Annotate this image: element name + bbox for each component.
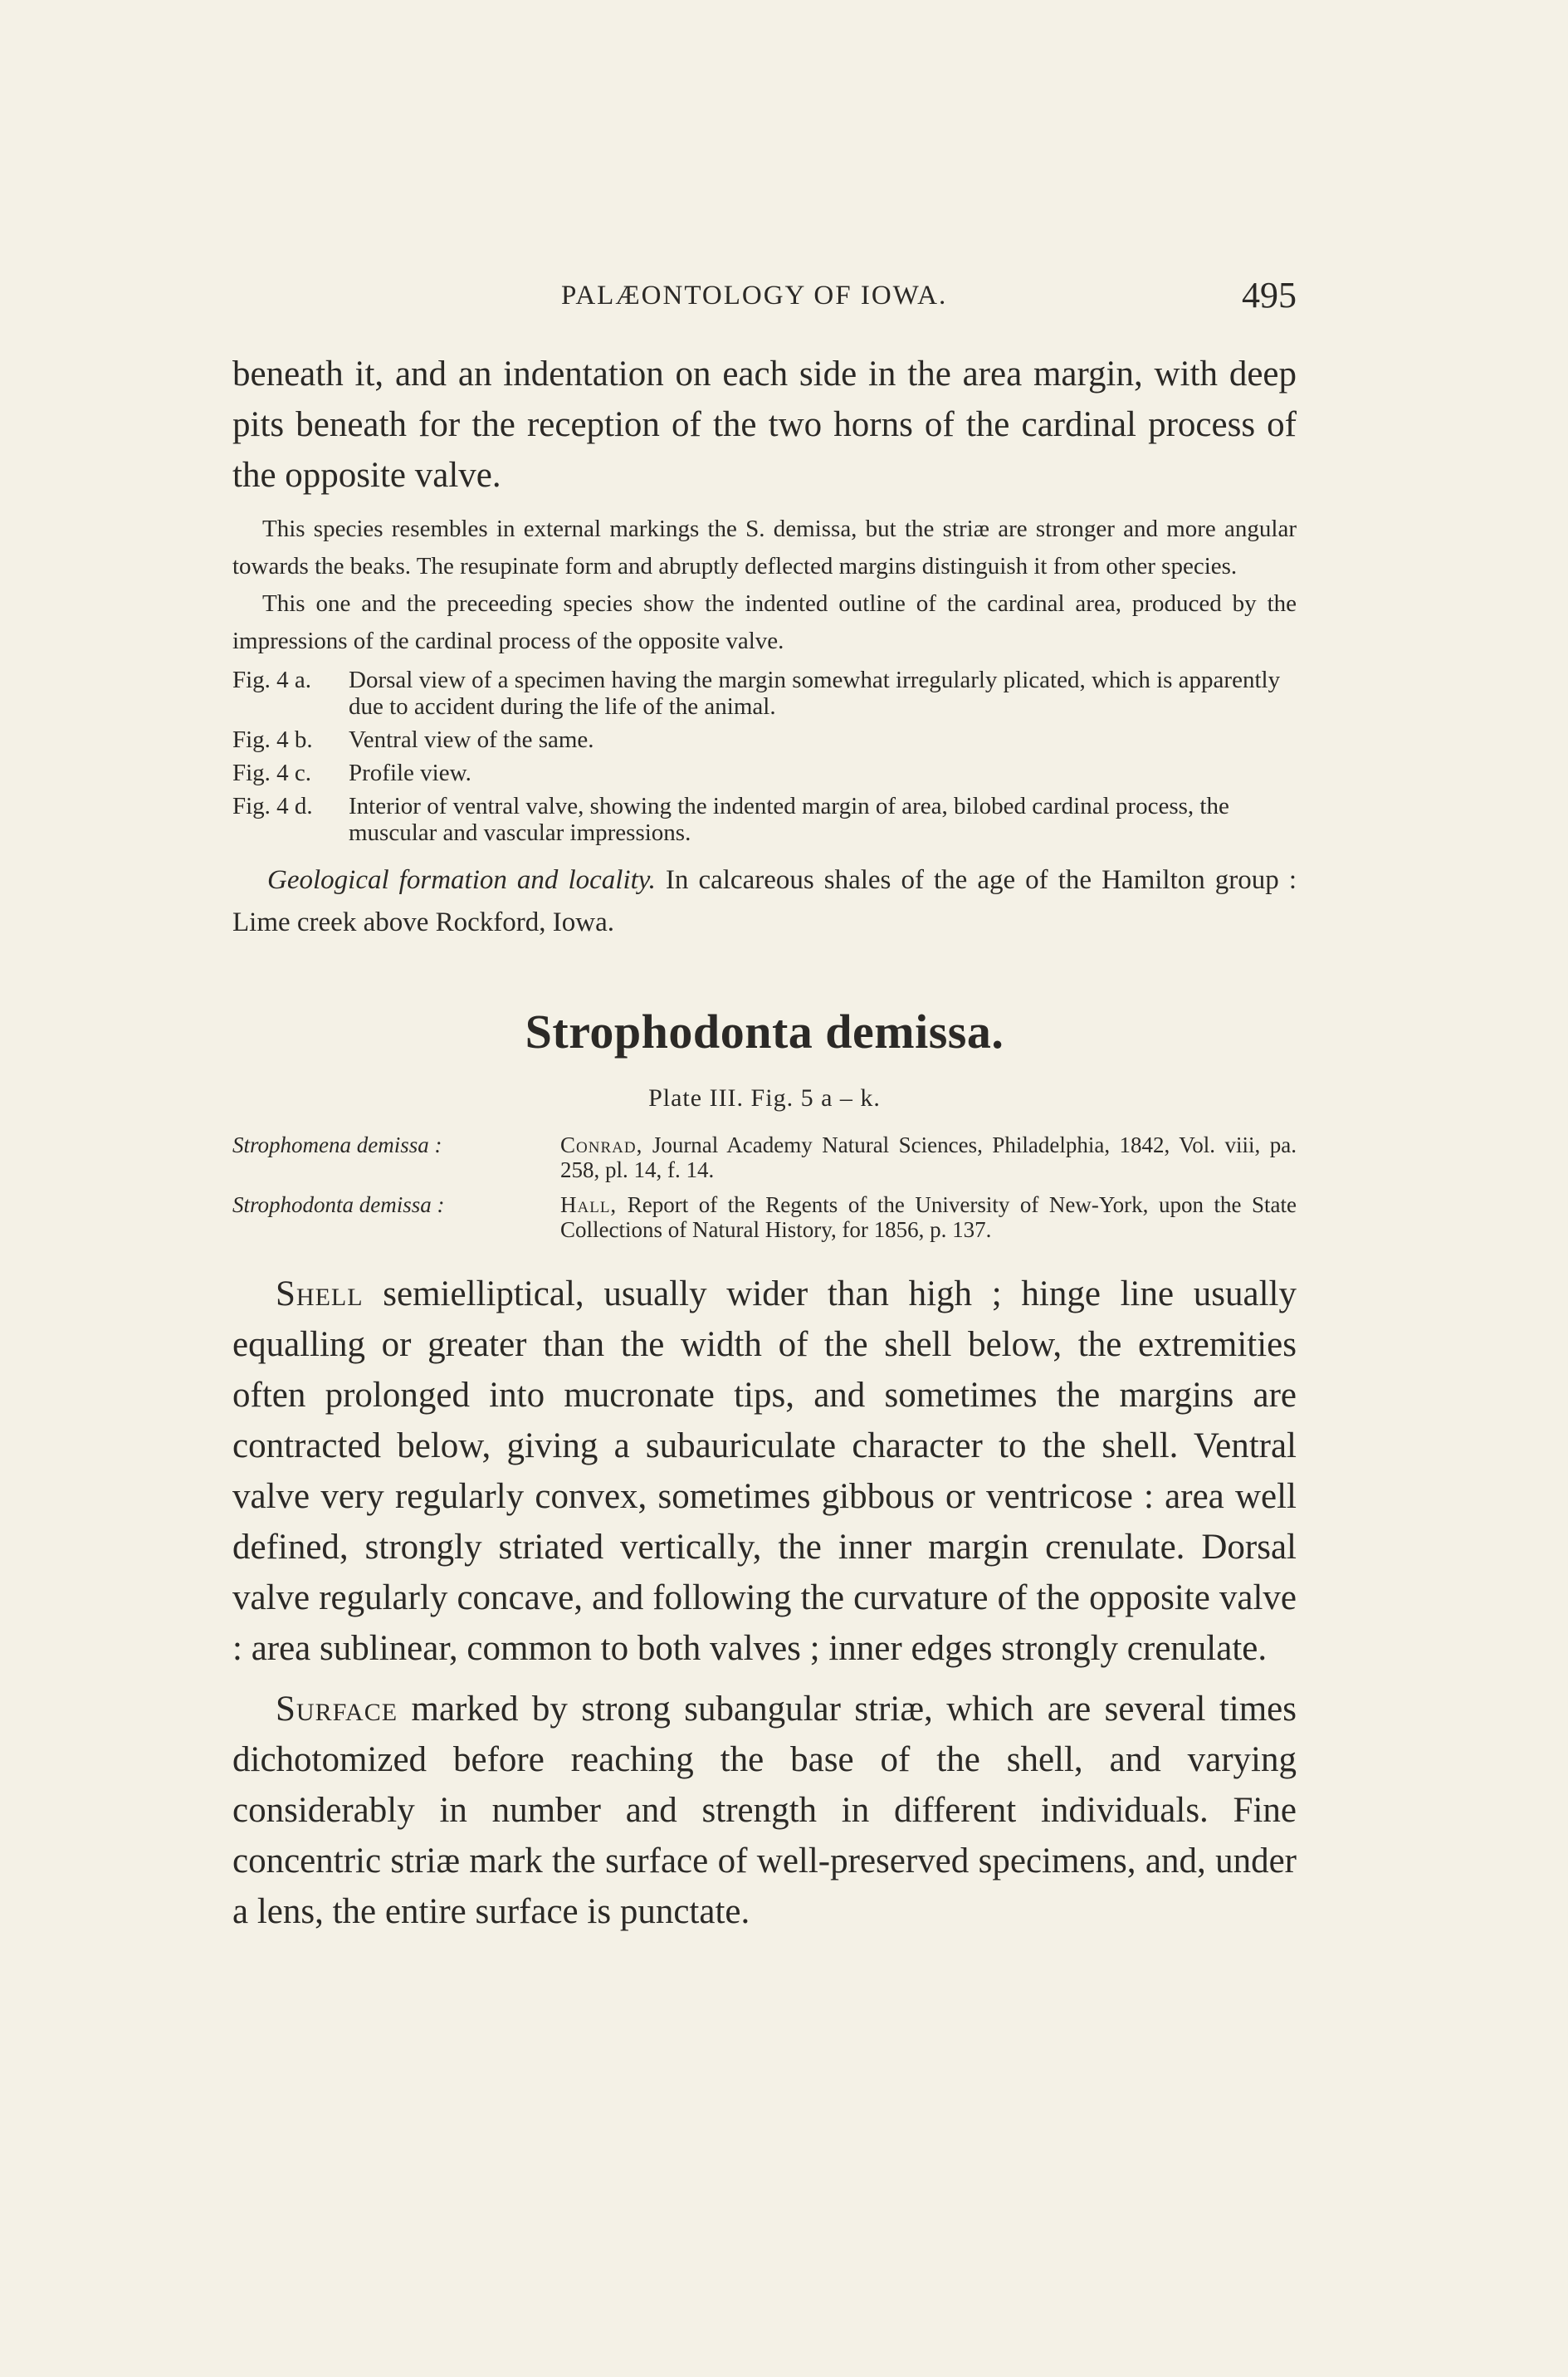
- surface-description: [232, 1684, 1297, 1937]
- synonymy-entry: [232, 1132, 1297, 1182]
- synonymy-entry: [232, 1192, 1297, 1242]
- surface-text: marked by strong subangular striæ, which are several times dichotomized before reaching the base of the shell, and varying considerably in number and strength in different individuals. Fine concentric striæ mark the surface of well-preserved specimens, and, under a lens, the entire surface is punctate.: [232, 1690, 1297, 1931]
- synonym-reference: [560, 1132, 1297, 1182]
- continued-paragraph: beneath it, and an indentation on each side in the area margin, with deep pits beneath for the reception of the two horns of the cardinal process of the opposite valve.: [232, 355, 1297, 495]
- synonym-name: Strophodonta demissa :: [232, 1192, 445, 1217]
- synonym-reference: [560, 1192, 1297, 1242]
- geological-label: Geological formation and locality.: [267, 865, 656, 895]
- figure-label: Fig. 4 c.: [232, 760, 312, 786]
- spacer: [232, 501, 1297, 511]
- figure-description: Interior of ventral valve, showing the indented margin of area, bilobed cardinal process, the muscular and vascular impressions.: [349, 793, 1229, 846]
- synonym-author: Conrad,: [560, 1132, 643, 1157]
- comparison-paragraph-1: This species resembles in external markings the S. demissa, but the striæ are stronger and more angular towards the beaks. The resupinate form and abruptly deflected margins distinguish it from other species.: [232, 516, 1297, 580]
- running-head: [232, 274, 1297, 324]
- synonym-author: Hall,: [560, 1192, 618, 1217]
- figure-item: [232, 760, 1297, 786]
- figure-label: Fig. 4 b.: [232, 726, 313, 753]
- surface-label: Surface: [276, 1690, 398, 1729]
- shell-text: semielliptical, usually wider than high ; hinge line usually equalling or greater than the width of the shell below, the extremities often prolonged into mucronate tips, and sometimes the margins are contracted below, giving a subauriculate character to the shell. Ventral valve very regularly convex, sometimes gibbous or ventricose : area well defined, strongly striated vertically, the inner margin crenulate. Dorsal valve regularly concave, and following the curvature of the opposite valve : area sublinear, common to both valves ; inner edges strongly crenulate.: [232, 1274, 1297, 1668]
- shell-label: Shell: [276, 1274, 364, 1313]
- synonym-name: Strophomena demissa :: [232, 1132, 442, 1157]
- page-content: [232, 349, 1297, 1937]
- figure-item: [232, 726, 1297, 753]
- spacer: [232, 1252, 1297, 1269]
- spacer: [232, 944, 1297, 1004]
- figure-item: [232, 667, 1297, 720]
- geological-text: In calcareous shales of the age of the Hamilton group : Lime creek above Rockford, Iowa.: [232, 865, 1297, 937]
- page-number: 495: [1242, 275, 1297, 315]
- figure-list: [232, 667, 1297, 846]
- comparison-paragraph-2: This one and the preceeding species show the indented outline of the cardinal area, produced by the impressions of the cardinal process of the opposite valve.: [232, 590, 1297, 654]
- spacer: [232, 1674, 1297, 1684]
- species-title: Strophodonta demissa.: [525, 1005, 1004, 1059]
- figure-description: Ventral view of the same.: [349, 726, 594, 753]
- synonym-citation: Report of the Regents of the University of New-York, upon the State Collections of Natural History, for 1856, p. 137.: [560, 1192, 1297, 1242]
- figure-description: Dorsal view of a specimen having the margin somewhat irregularly plicated, which is apparently due to accident during the life of the animal.: [349, 667, 1281, 720]
- figure-label: Fig. 4 a.: [232, 667, 312, 693]
- shell-description: [232, 1269, 1297, 1674]
- figure-description: Profile view.: [349, 760, 471, 786]
- synonymy-list: [232, 1132, 1297, 1242]
- plate-reference: Plate III. Fig. 5 a – k.: [648, 1084, 881, 1112]
- running-title: PALÆONTOLOGY OF IOWA.: [561, 281, 948, 311]
- geological-locality: [232, 859, 1297, 944]
- figure-item: [232, 793, 1297, 846]
- synonym-citation: Journal Academy Natural Sciences, Philadelphia, 1842, Vol. viii, pa. 258, pl. 14, f. 14.: [560, 1132, 1297, 1182]
- figure-label: Fig. 4 d.: [232, 793, 313, 819]
